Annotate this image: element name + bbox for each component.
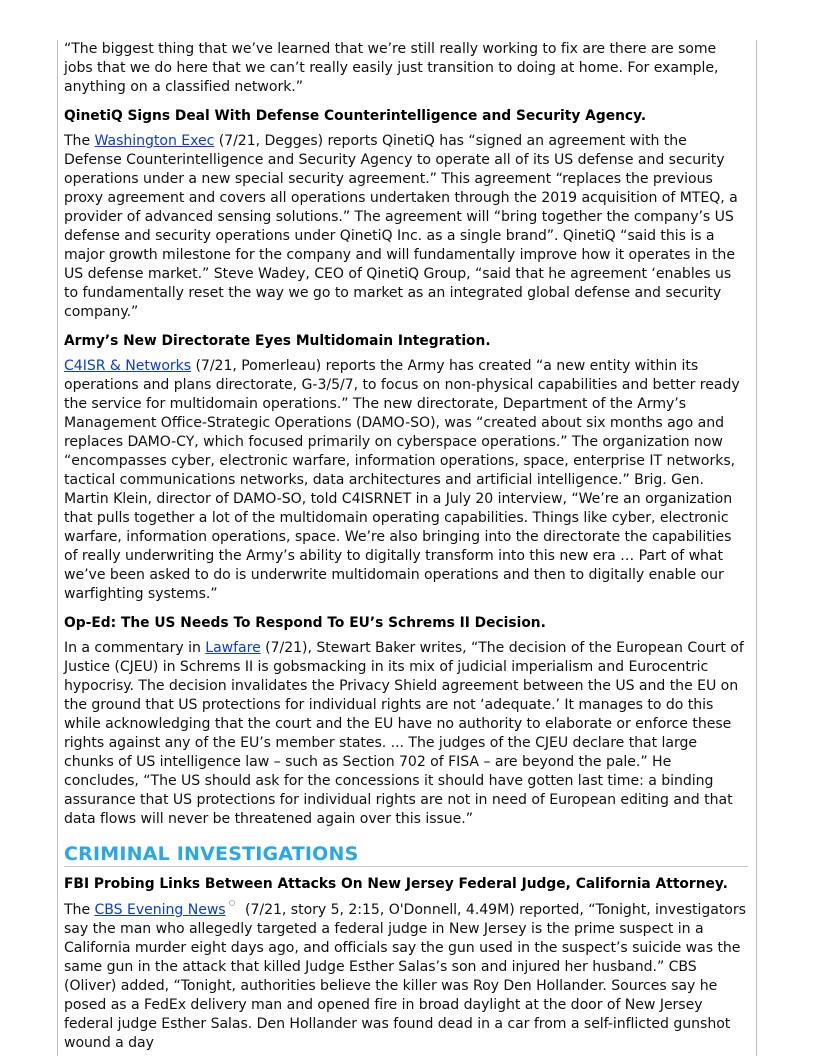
video-icon[interactable] [229,900,235,906]
source-link-cbs-evening-news[interactable]: CBS Evening News [94,902,226,918]
article-fbi-probe [64,875,748,1053]
source-link-c4isr-networks[interactable]: C4ISR & Networks [64,358,192,374]
article-headline: FBI Probing Links Between Attacks On New Jersey Federal Judge, California Attorney. [64,876,728,892]
article-text: (7/21, Degges) reports QinetiQ has “signed an agreement with the Defense Counterintelligence and Security Agency to operate all of its US defense and security operations under a new special security agreement.” This agreement “replaces the previous proxy agreement and covers all operations undertaken through the 2019 acquisition of MTEQ, a provider of advanced sensing solutions.” The agreement will “bring together the company’s US defense and security operations under QinetiQ Inc. as a single brand”. QinetiQ “said this is a major growth milestone for the company and will fundamentally improve how it operates in the US defense market.” Steve Wadey, CEO of QinetiQ Group, “said that he agreement ‘enables us to fundamentally reset the way we go to market as an integrated global defense and security company.” [64,133,738,320]
article-headline: QinetiQ Signs Deal With Defense Counterintelligence and Security Agency. [64,108,647,124]
intro-quote: “The biggest thing that we’ve learned that we’re still really working to fix are there are some jobs that we do here that we can’t really easily just transition to doing at home. For example, anything on a classified network.” [64,41,719,95]
article-body [64,357,748,604]
article-schrems-op-ed [64,614,748,829]
article-body [64,132,748,322]
article-lead: The [64,902,95,918]
article-headline: Op-Ed: The US Needs To Respond To EU’s Schrems II Decision. [64,615,546,631]
article-headline: Army’s New Directorate Eyes Multidomain Integration. [64,333,491,349]
source-link-lawfare[interactable]: Lawfare [205,640,261,656]
article-army-directorate [64,332,748,604]
article-lead: In a commentary in [64,640,206,656]
article-text: (7/21), Stewart Baker writes, “The decision of the European Court of Justice (CJEU) in Schrems II is gobsmacking in its mix of judicial imperialism and Eurocentric hypocrisy. The decision invalidates the Privacy Shield agreement between the US and the EU on the ground that US protections for individual rights are not ‘adequate.’ It manages to do this while acknowledging that the court and the EU have no authority to elaborate or enforce these rights against any of the EU’s member states. ... The judges of the CJEU declare that large chunks of US intelligence law – such as Section 702 of FISA – are beyond the pale.” He concludes, “The US should ask for the concessions it should have gotten last time: a binding assurance that US protections for individual rights are not in need of European editing and that data flows will never be threatened again over this issue.” [64,640,744,827]
article-body [64,900,748,1053]
article-qinetiq [64,107,748,322]
article-text: (7/21, story 5, 2:15, O'Donnell, 4.49M) reported, “Tonight, investigators say the man who allegedly targeted a federal judge in New Jersey is the prime suspect in a California murder eight days ago, and officials say the gun used in the suspect’s suicide was the same gun in the attack that killed Judge Esther Salas’s son and injured her husband.” CBS (Oliver) added, “Tonight, authorities believe the killer was Roy Den Hollander. Sources say he posed as a FedEx delivery man and opened fire in broad daylight at the door of New Jersey federal judge Esther Salas. Den Hollander was found dead in a car from a self-inflicted gunshot wound a day [64,902,746,1051]
article-body [64,639,748,829]
article-text: (7/21, Pomerleau) reports the Army has created “a new entity within its operations and plans directorate, G-3/5/7, to focus on non-physical capabilities and better ready the service for multidomain operations.” The new directorate, Department of the Army’s Management Office-Strategic Operations (DAMO-SO), was “created about six months ago and replaces DAMO-CY, which focused primarily on cyberspace operations.” The organization now “encompasses cyber, electronic warfare, information operations, space, enterprise IT networks, tactical communications networks, data architectures and artificial intelligence.” Brig. Gen. Martin Klein, director of DAMO-SO, told C4ISRNET in a July 20 interview, “We’re an organization that pulls together a lot of the multidomain operating capabilities. Things like cyber, electronic warfare, information operations, space. We’re also bringing into the directorate the capabilities of really underwriting the Army’s ability to digitally transform into this new era … Part of what we’ve been asked to do is underwrite multidomain operations and then to digitally enable our warfighting systems.” [64,358,740,602]
document-page [57,40,757,1056]
source-link-washington-exec[interactable]: Washington Exec [94,133,215,149]
article-lead: The [64,133,95,149]
section-heading-criminal-investigations: CRIMINAL INVESTIGATIONS [64,843,748,867]
